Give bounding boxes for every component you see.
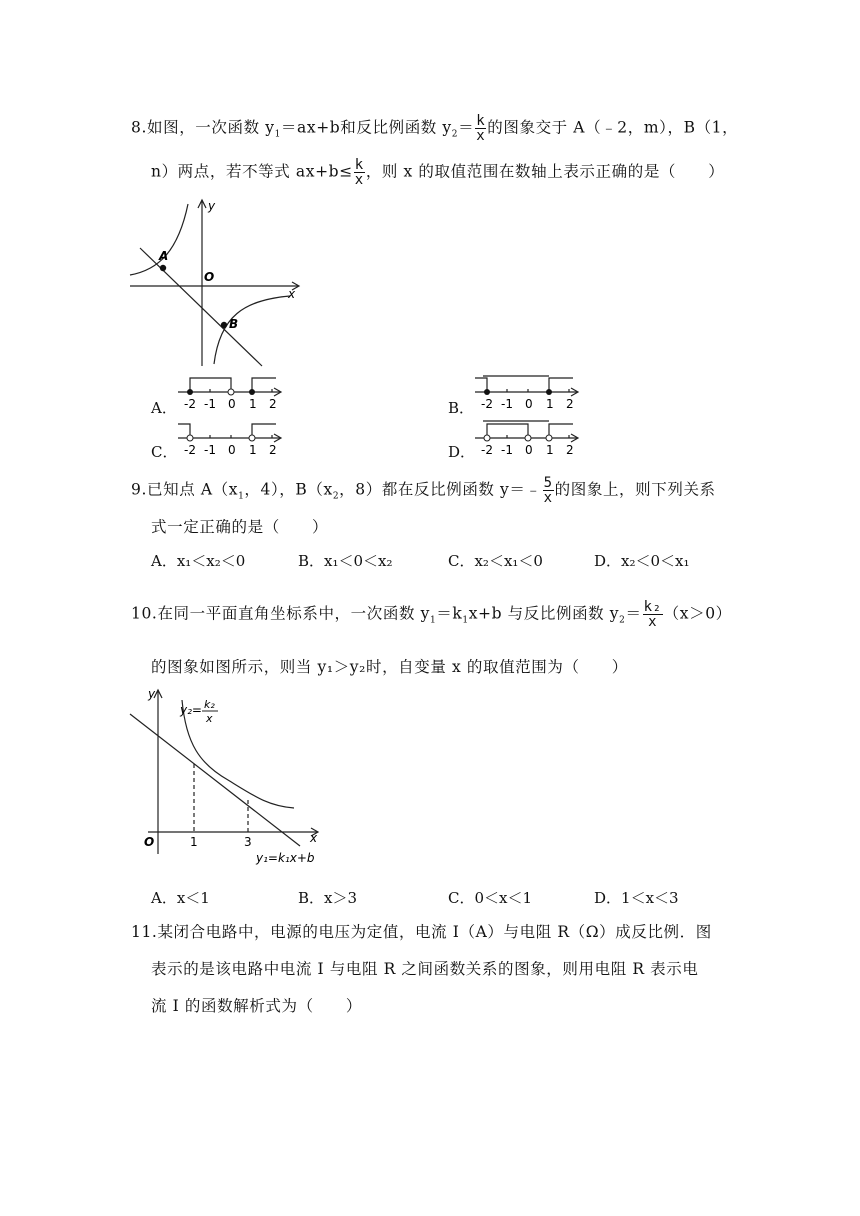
- q9-line2: 式一定正确的是（ ）: [151, 518, 329, 536]
- q8-option-b-numberline: [473, 372, 593, 412]
- q8-label-origin: O: [204, 270, 215, 284]
- q8-option-a-numberline: [176, 372, 296, 412]
- q9-option-a: A．x₁＜x₂＜0: [151, 552, 246, 570]
- q8-label-x: x: [288, 287, 296, 301]
- q10-option-b: B．x＞3: [298, 889, 358, 907]
- q9-option-d: D．x₂＜0＜x₁: [594, 552, 690, 570]
- q10-line1: 10.在同一平面直角坐标系中，一次函数 $y_1=k_1x+b$ 与反比例函数 $y_2=$ $\frac{\text{k₂}}{x}$ （x＞0）: [131, 599, 732, 630]
- q9-option-b: B．x₁＜0＜x₂: [298, 552, 393, 570]
- svg-text:2: 2: [269, 397, 277, 411]
- q10-tick-3: 3: [244, 835, 252, 849]
- svg-text:1: 1: [546, 397, 554, 411]
- svg-text:-1: -1: [501, 443, 513, 457]
- q10-label-x: x: [310, 831, 318, 845]
- svg-text:2: 2: [566, 443, 574, 457]
- q8-option-a-label: A．: [151, 399, 177, 417]
- q10-linear-function: [130, 714, 300, 846]
- q10-line2: 的图象如图所示，则当 y₁＞y₂时，自变量 x 的取值范围为（ ）: [151, 658, 628, 676]
- svg-text:-2: -2: [184, 397, 196, 411]
- svg-text:-2: -2: [481, 443, 493, 457]
- q8-fraction-k-over-x: $\frac{k}{x}$: [476, 113, 486, 144]
- q10-graph: [128, 684, 328, 866]
- svg-text:0: 0: [525, 397, 533, 411]
- q10-label-y2-den: x: [206, 712, 213, 725]
- q8-line2: n）两点，若不等式 ax+b≤ $\frac{k}{x}$ ，则 x 的取值范围在数轴上表示正确的是（ ）: [151, 157, 725, 188]
- q10-option-d: D．1＜x＜3: [594, 889, 679, 907]
- q10-label-y1: y₁=k₁x+b: [256, 851, 315, 865]
- q8-label-y: y: [208, 199, 216, 213]
- q10-label-y2-num: k₂: [204, 698, 215, 711]
- svg-text:1: 1: [249, 397, 257, 411]
- svg-text:-1: -1: [204, 397, 216, 411]
- q8-point-b: [221, 322, 227, 328]
- q8-option-c-numberline: [176, 418, 296, 458]
- svg-text:1: 1: [249, 443, 257, 457]
- q9-option-c: C．x₂＜x₁＜0: [448, 552, 543, 570]
- svg-text:2: 2: [269, 443, 277, 457]
- q10-label-y2: y₂=: [180, 703, 202, 717]
- q8-option-d-label: D．: [448, 443, 476, 461]
- q11-line2: 表示的是该电路中电流 I 与电阻 R 之间函数关系的图象，则用电阻 R 表示电: [151, 960, 699, 978]
- q8-option-c-label: C．: [151, 443, 178, 461]
- svg-text:2: 2: [566, 397, 574, 411]
- q10-fraction-k2-over-x: $\frac{\text{k₂}}{x}$: [643, 599, 662, 630]
- q10-option-c: C．0＜x＜1: [448, 889, 533, 907]
- q8-option-b-label: B．: [448, 399, 475, 417]
- svg-text:0: 0: [228, 443, 236, 457]
- q8-line1: 8.如图，一次函数 $y_1=ax+b$和反比例函数 $y_2=$ $\frac{k}{x}$ 的图象交于 A（﹣2，m），B（1，: [131, 113, 739, 144]
- svg-text:-2: -2: [184, 443, 196, 457]
- q8-graph: [128, 196, 308, 368]
- q9-line1: 9.已知点 $A(x_1$，4），$B(x_2$，8）都在反比例函数 y＝﹣ $\frac{5}{x}$ 的图象上，则下列关系: [131, 475, 716, 506]
- svg-text:-1: -1: [501, 397, 513, 411]
- svg-text:-1: -1: [204, 443, 216, 457]
- q10-label-origin: O: [144, 835, 155, 849]
- svg-text:1: 1: [546, 443, 554, 457]
- svg-text:0: 0: [525, 443, 533, 457]
- q8-label-a: A: [159, 249, 169, 263]
- q11-line1: 11.某闭合电路中，电源的电压为定值，电流 I（A）与电阻 R（Ω）成反比例．图: [131, 923, 712, 941]
- q8-label-b: B: [229, 317, 239, 331]
- q10-tick-1: 1: [190, 835, 198, 849]
- q8-point-a: [160, 265, 166, 271]
- q9-fraction-5-over-x: $\frac{5}{x}$: [543, 475, 553, 506]
- svg-text:-2: -2: [481, 397, 493, 411]
- q8-hyperbola-branch-left: [130, 204, 188, 275]
- q10-option-a: A．x＜1: [151, 889, 210, 907]
- q8-option-d-numberline: [473, 418, 593, 458]
- q10-label-y: y: [148, 687, 156, 701]
- q11-line3: 流 I 的函数解析式为（ ）: [151, 997, 362, 1015]
- svg-text:0: 0: [228, 397, 236, 411]
- q8-fraction-k-over-x-2: $\frac{k}{x}$: [354, 157, 364, 188]
- q8-linear-function: [140, 248, 262, 366]
